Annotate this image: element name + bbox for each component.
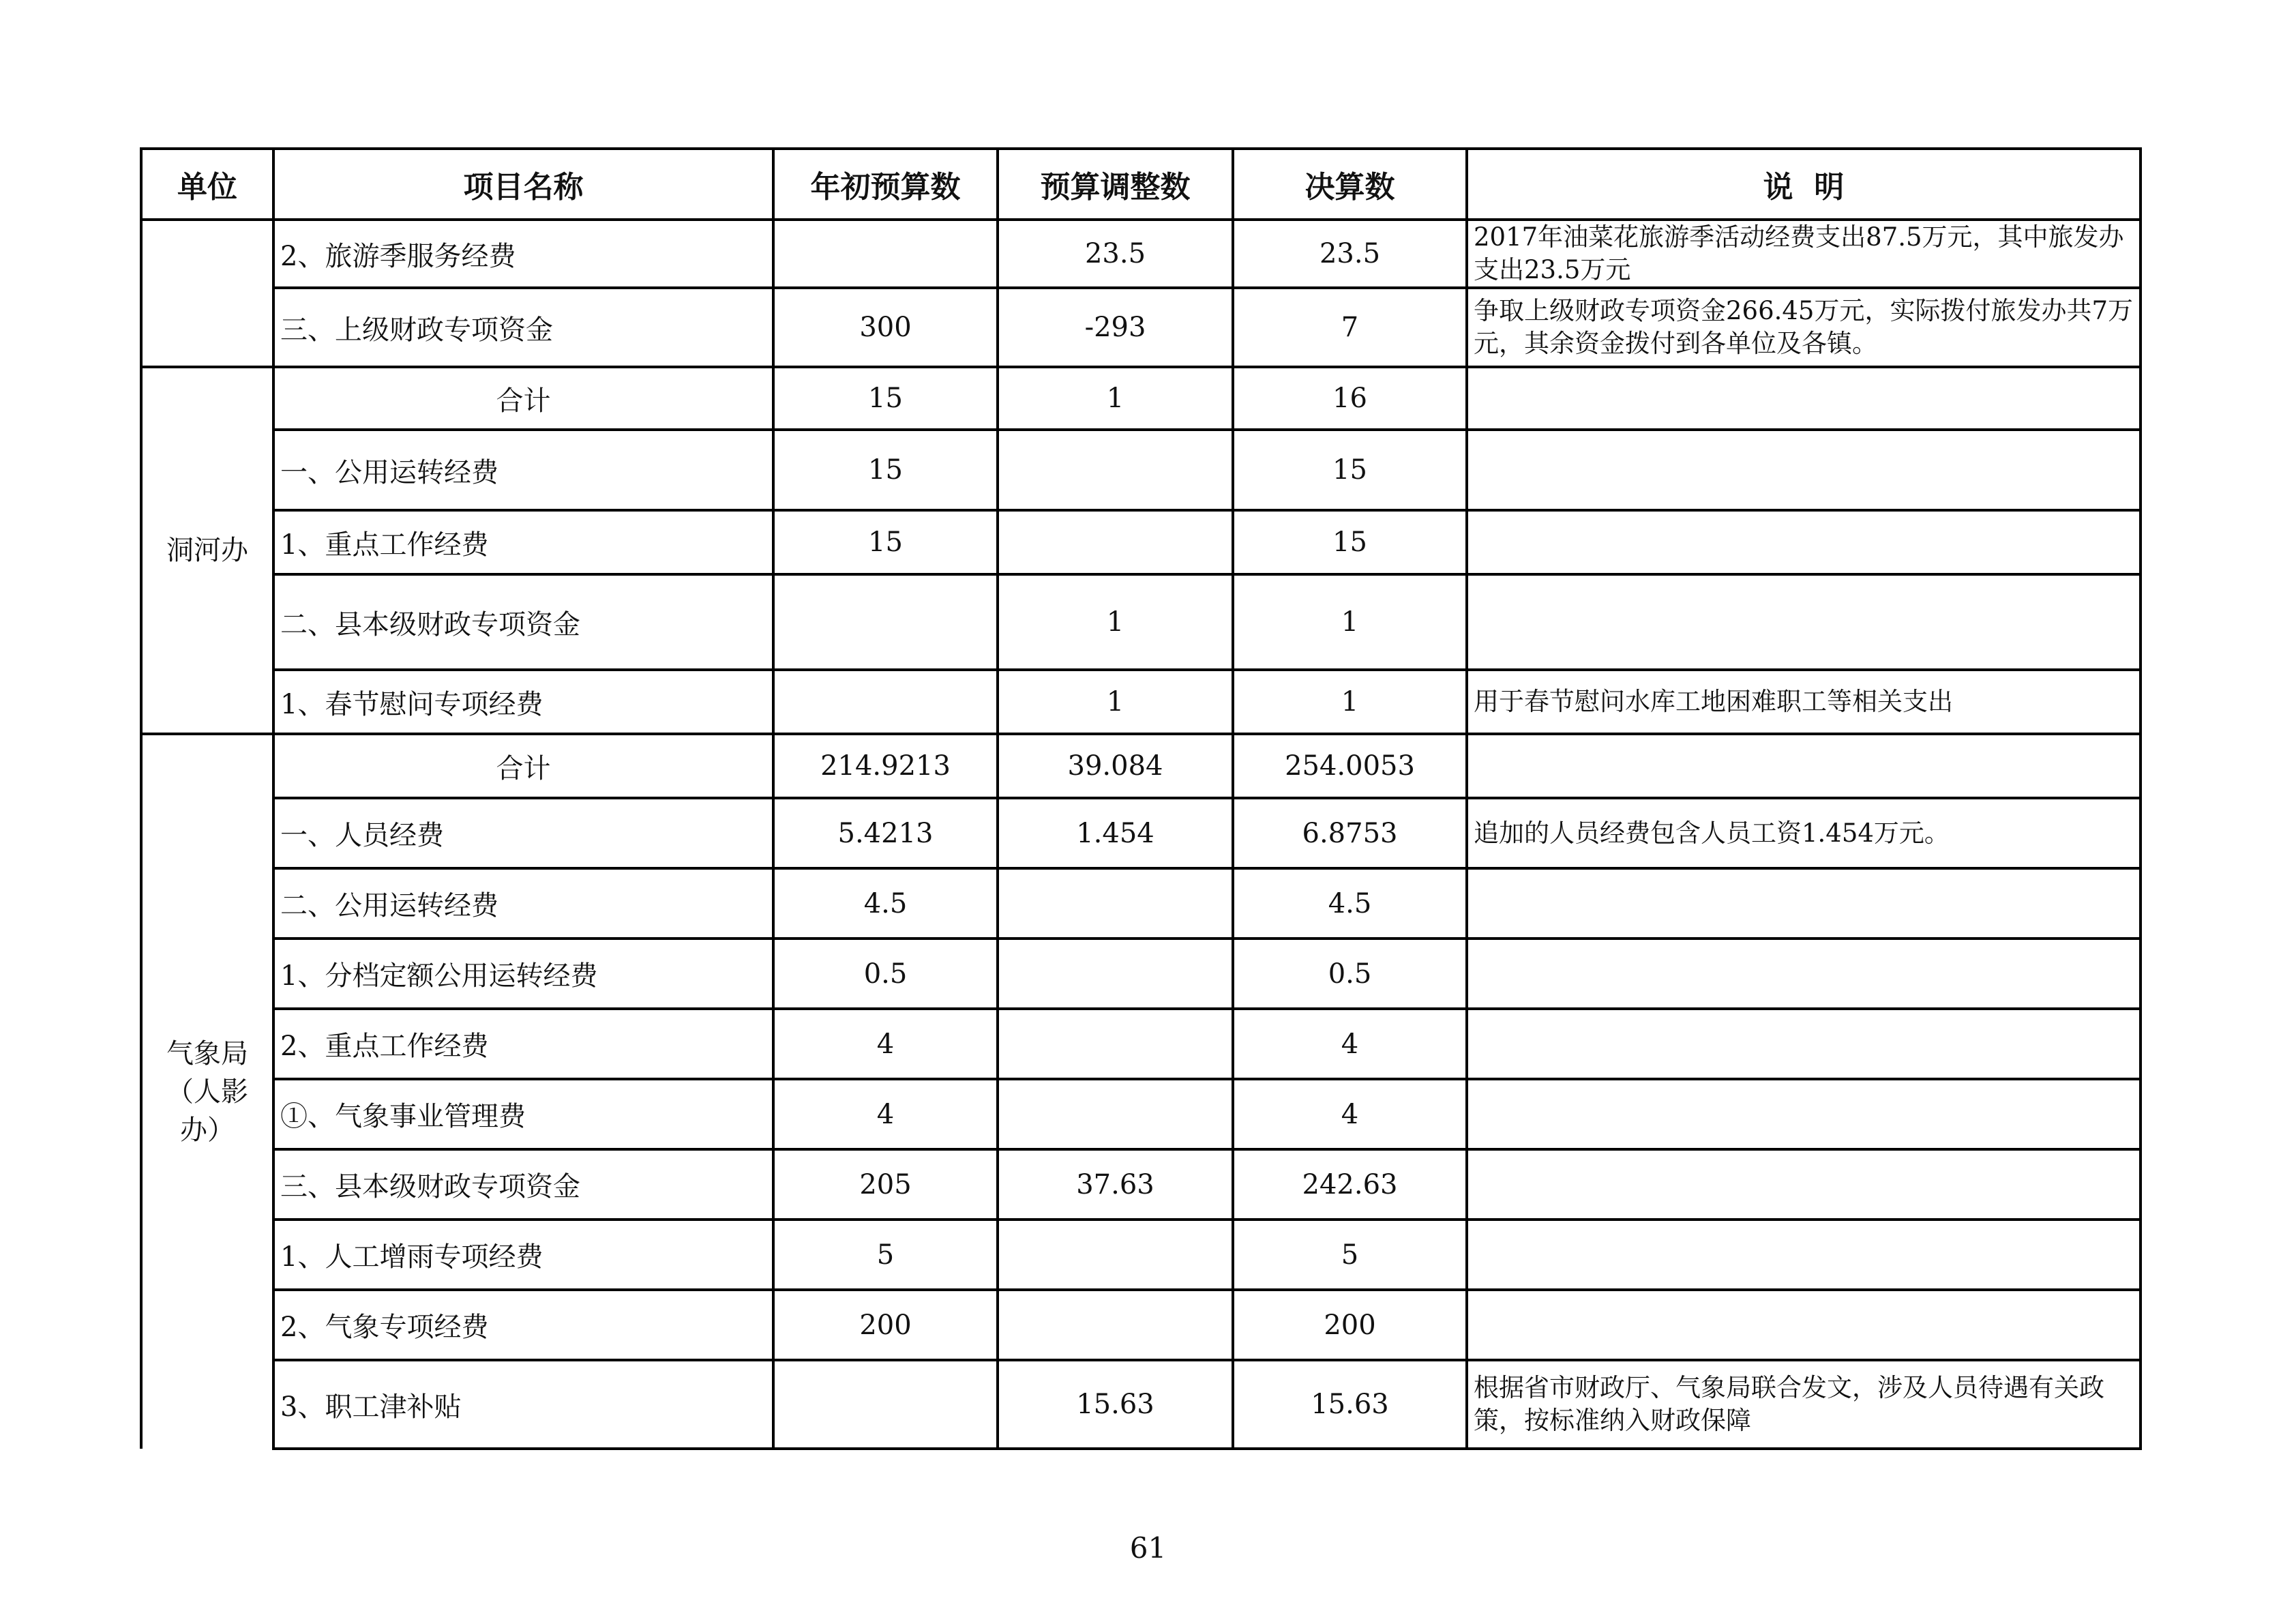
table-row bbox=[141, 734, 2141, 798]
budget-adjustment-cell bbox=[998, 868, 1233, 939]
table-row bbox=[141, 220, 2141, 288]
table-row bbox=[141, 1149, 2141, 1220]
final-account-cell: 15.63 bbox=[1233, 1360, 1467, 1449]
initial-budget-cell: 214.9213 bbox=[773, 734, 998, 798]
table-row bbox=[141, 367, 2141, 430]
budget-adjustment-cell bbox=[998, 1290, 1233, 1360]
budget-adjustment-cell: 1 bbox=[998, 367, 1233, 430]
budget-adjustment-cell: -293 bbox=[998, 288, 1233, 367]
project-name-cell: ①、气象事业管理费 bbox=[273, 1079, 773, 1149]
initial-budget-cell: 4.5 bbox=[773, 868, 998, 939]
final-account-cell: 254.0053 bbox=[1233, 734, 1467, 798]
final-account-cell: 23.5 bbox=[1233, 220, 1467, 288]
project-name-cell: 二、公用运转经费 bbox=[273, 868, 773, 939]
table-row bbox=[141, 939, 2141, 1009]
note-cell: 争取上级财政专项资金266.45万元，实际拨付旅发办共7万元，其余资金拨付到各单位及各镇。 bbox=[1467, 288, 2141, 367]
final-account-cell: 6.8753 bbox=[1233, 798, 1467, 868]
final-account-cell: 4.5 bbox=[1233, 868, 1467, 939]
project-name-cell: 一、人员经费 bbox=[273, 798, 773, 868]
initial-budget-cell: 15 bbox=[773, 510, 998, 574]
budget-adjustment-cell bbox=[998, 1079, 1233, 1149]
note-cell bbox=[1467, 1009, 2141, 1079]
initial-budget-cell bbox=[773, 670, 998, 734]
unit-cell: 气象局（人影办） bbox=[141, 734, 273, 1449]
budget-adjustment-cell: 23.5 bbox=[998, 220, 1233, 288]
table-row bbox=[141, 1360, 2141, 1449]
initial-budget-cell: 4 bbox=[773, 1009, 998, 1079]
table-row bbox=[141, 868, 2141, 939]
note-cell: 根据省市财政厅、气象局联合发文，涉及人员待遇有关政策，按标准纳入财政保障 bbox=[1467, 1360, 2141, 1449]
project-name-cell: 1、春节慰问专项经费 bbox=[273, 670, 773, 734]
initial-budget-cell: 5 bbox=[773, 1220, 998, 1290]
final-account-cell: 0.5 bbox=[1233, 939, 1467, 1009]
project-name-cell: 合计 bbox=[273, 367, 773, 430]
project-name-cell: 一、公用运转经费 bbox=[273, 430, 773, 510]
header-unit: 单位 bbox=[141, 149, 273, 220]
note-cell bbox=[1467, 510, 2141, 574]
budget-adjustment-cell bbox=[998, 1009, 1233, 1079]
table-row bbox=[141, 670, 2141, 734]
initial-budget-cell bbox=[773, 1360, 998, 1449]
note-cell: 追加的人员经费包含人员工资1.454万元。 bbox=[1467, 798, 2141, 868]
budget-table bbox=[140, 147, 2142, 1450]
note-cell bbox=[1467, 939, 2141, 1009]
budget-adjustment-cell: 37.63 bbox=[998, 1149, 1233, 1220]
budget-adjustment-cell: 1.454 bbox=[998, 798, 1233, 868]
budget-adjustment-cell: 1 bbox=[998, 574, 1233, 670]
note-cell bbox=[1467, 734, 2141, 798]
header-budget-adjustment: 预算调整数 bbox=[998, 149, 1233, 220]
final-account-cell: 4 bbox=[1233, 1079, 1467, 1149]
table-row bbox=[141, 1220, 2141, 1290]
note-cell bbox=[1467, 868, 2141, 939]
header-project-name: 项目名称 bbox=[273, 149, 773, 220]
final-account-cell: 7 bbox=[1233, 288, 1467, 367]
final-account-cell: 242.63 bbox=[1233, 1149, 1467, 1220]
final-account-cell: 15 bbox=[1233, 510, 1467, 574]
note-cell: 用于春节慰问水库工地困难职工等相关支出 bbox=[1467, 670, 2141, 734]
header-note: 说 明 bbox=[1467, 149, 2141, 220]
note-cell bbox=[1467, 574, 2141, 670]
note-cell bbox=[1467, 1220, 2141, 1290]
project-name-cell: 2、重点工作经费 bbox=[273, 1009, 773, 1079]
initial-budget-cell: 15 bbox=[773, 367, 998, 430]
table-row bbox=[141, 1079, 2141, 1149]
final-account-cell: 200 bbox=[1233, 1290, 1467, 1360]
unit-cell bbox=[141, 220, 273, 367]
project-name-cell: 2、气象专项经费 bbox=[273, 1290, 773, 1360]
project-name-cell: 三、上级财政专项资金 bbox=[273, 288, 773, 367]
final-account-cell: 1 bbox=[1233, 574, 1467, 670]
initial-budget-cell: 0.5 bbox=[773, 939, 998, 1009]
project-name-cell: 三、县本级财政专项资金 bbox=[273, 1149, 773, 1220]
header-row bbox=[141, 149, 2141, 220]
final-account-cell: 16 bbox=[1233, 367, 1467, 430]
initial-budget-cell: 4 bbox=[773, 1079, 998, 1149]
note-cell bbox=[1467, 1079, 2141, 1149]
final-account-cell: 15 bbox=[1233, 430, 1467, 510]
project-name-cell: 2、旅游季服务经费 bbox=[273, 220, 773, 288]
budget-adjustment-cell: 39.084 bbox=[998, 734, 1233, 798]
note-cell: 2017年油菜花旅游季活动经费支出87.5万元，其中旅发办支出23.5万元 bbox=[1467, 220, 2141, 288]
initial-budget-cell: 15 bbox=[773, 430, 998, 510]
project-name-cell: 1、人工增雨专项经费 bbox=[273, 1220, 773, 1290]
note-cell bbox=[1467, 1290, 2141, 1360]
note-cell bbox=[1467, 1149, 2141, 1220]
table-row bbox=[141, 798, 2141, 868]
table-row bbox=[141, 430, 2141, 510]
note-cell bbox=[1467, 430, 2141, 510]
table-row bbox=[141, 1009, 2141, 1079]
initial-budget-cell: 205 bbox=[773, 1149, 998, 1220]
final-account-cell: 1 bbox=[1233, 670, 1467, 734]
initial-budget-cell bbox=[773, 220, 998, 288]
initial-budget-cell: 5.4213 bbox=[773, 798, 998, 868]
budget-adjustment-cell: 15.63 bbox=[998, 1360, 1233, 1449]
page-number: 61 bbox=[1129, 1531, 1167, 1565]
project-name-cell: 1、重点工作经费 bbox=[273, 510, 773, 574]
table-row bbox=[141, 288, 2141, 367]
final-account-cell: 5 bbox=[1233, 1220, 1467, 1290]
budget-adjustment-cell bbox=[998, 1220, 1233, 1290]
project-name-cell: 合计 bbox=[273, 734, 773, 798]
project-name-cell: 1、分档定额公用运转经费 bbox=[273, 939, 773, 1009]
budget-adjustment-cell bbox=[998, 430, 1233, 510]
table-row bbox=[141, 1290, 2141, 1360]
unit-cell: 洞河办 bbox=[141, 367, 273, 734]
budget-adjustment-cell bbox=[998, 939, 1233, 1009]
budget-adjustment-cell bbox=[998, 510, 1233, 574]
initial-budget-cell: 300 bbox=[773, 288, 998, 367]
table-row bbox=[141, 510, 2141, 574]
project-name-cell: 二、县本级财政专项资金 bbox=[273, 574, 773, 670]
project-name-cell: 3、职工津补贴 bbox=[273, 1360, 773, 1449]
initial-budget-cell: 200 bbox=[773, 1290, 998, 1360]
header-initial-budget: 年初预算数 bbox=[773, 149, 998, 220]
header-final-account: 决算数 bbox=[1233, 149, 1467, 220]
budget-adjustment-cell: 1 bbox=[998, 670, 1233, 734]
final-account-cell: 4 bbox=[1233, 1009, 1467, 1079]
table-row bbox=[141, 574, 2141, 670]
initial-budget-cell bbox=[773, 574, 998, 670]
note-cell bbox=[1467, 367, 2141, 430]
